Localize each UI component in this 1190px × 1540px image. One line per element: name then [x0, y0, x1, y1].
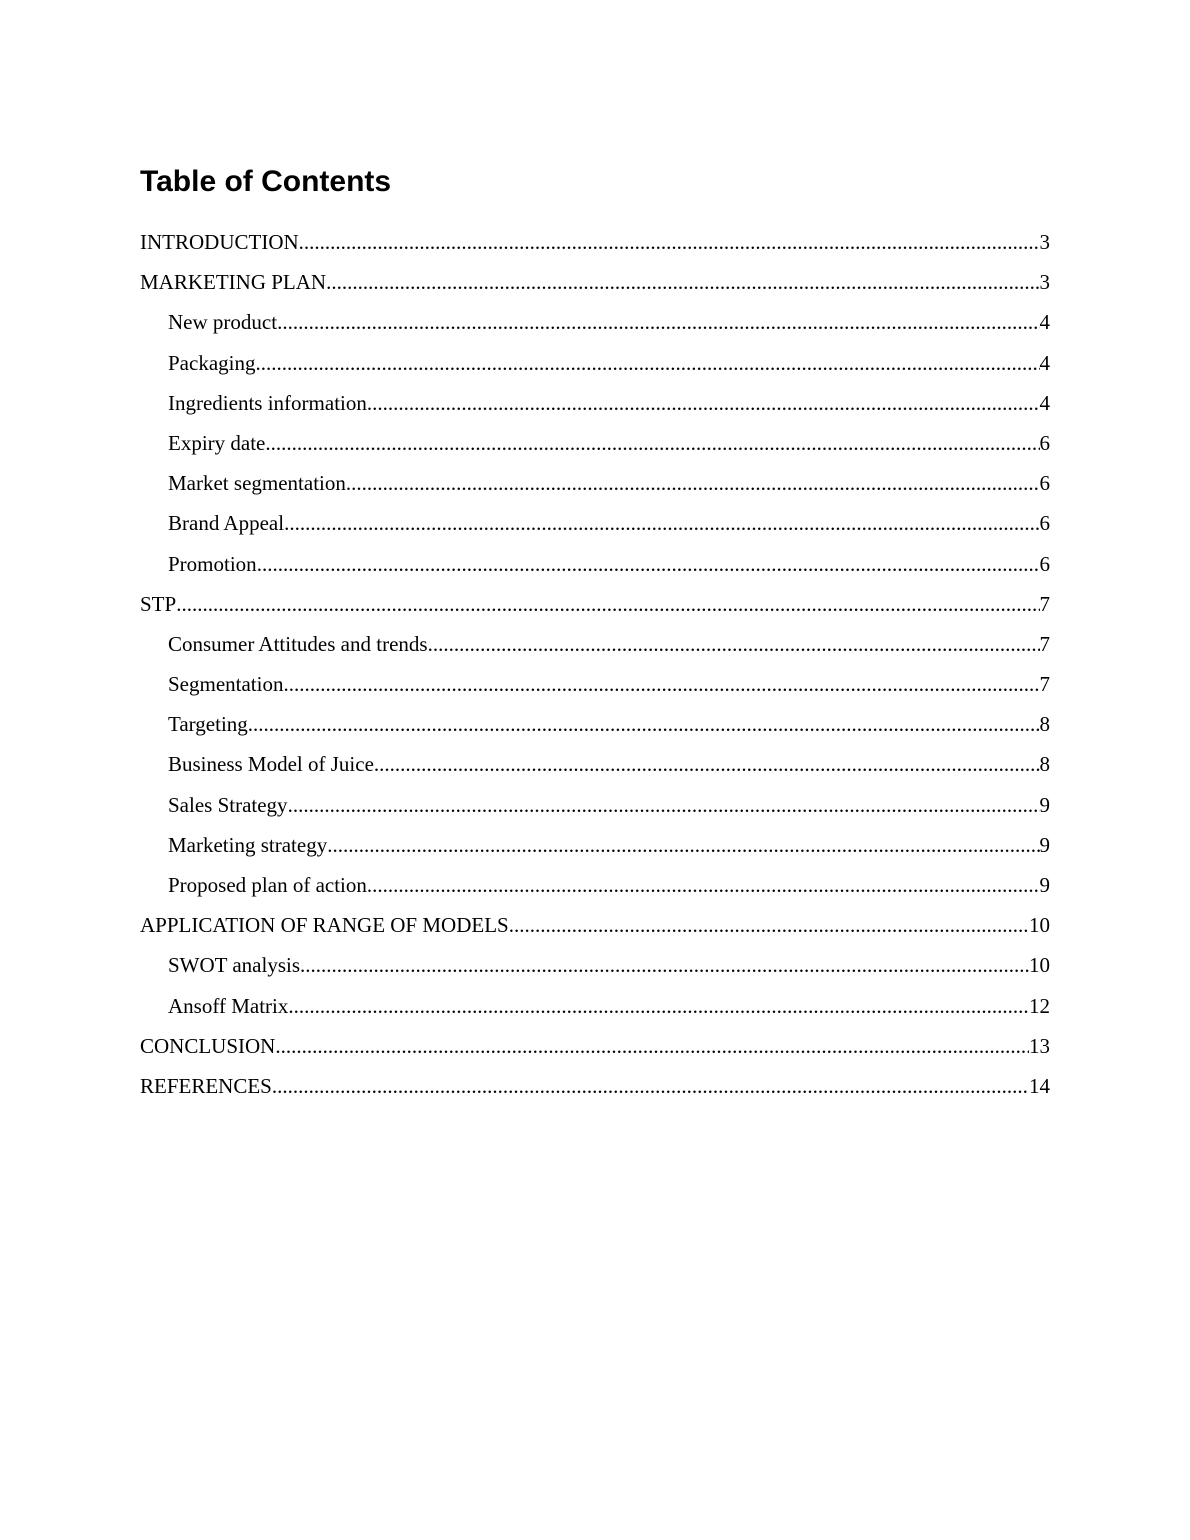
toc-entry[interactable]: [140, 427, 1050, 467]
toc-dot-leader: [374, 748, 1040, 780]
toc-entry[interactable]: [140, 789, 1050, 829]
toc-entry-label: Promotion: [168, 551, 257, 576]
toc-entry-page-number: 6: [1039, 430, 1050, 455]
toc-entry-label: Targeting: [168, 712, 248, 737]
toc-entry[interactable]: [140, 668, 1050, 708]
toc-dot-leader: [346, 467, 1040, 499]
toc-dot-leader: [326, 266, 1039, 298]
toc-entry-page-number: 7: [1039, 672, 1050, 697]
toc-entry-page-number: 7: [1039, 631, 1050, 656]
toc-entry[interactable]: [140, 1070, 1050, 1110]
toc-dot-leader: [367, 387, 1040, 419]
toc-entry-label: Market segmentation: [168, 471, 346, 496]
toc-dot-leader: [509, 909, 1029, 941]
toc-entry-page-number: 9: [1039, 832, 1050, 857]
toc-entry-page-number: 4: [1039, 350, 1050, 375]
toc-dot-leader: [176, 588, 1039, 620]
toc-entry-page-number: 6: [1039, 551, 1050, 576]
toc-dot-leader: [277, 306, 1039, 338]
toc-dot-leader: [428, 628, 1040, 660]
toc-entry-label: Packaging: [168, 350, 256, 375]
toc-entry[interactable]: [140, 909, 1050, 949]
toc-entry-label: Business Model of Juice: [168, 752, 374, 777]
toc-entry-label: APPLICATION OF RANGE OF MODELS: [140, 913, 509, 938]
toc-entry[interactable]: [140, 748, 1050, 788]
toc-dot-leader: [367, 869, 1040, 901]
toc-entry-label: Segmentation: [168, 672, 284, 697]
toc-entry[interactable]: [140, 226, 1050, 266]
toc-dot-leader: [288, 990, 1029, 1022]
toc-entry-page-number: 3: [1039, 270, 1050, 295]
toc-entry[interactable]: [140, 829, 1050, 869]
toc-dot-leader: [283, 668, 1039, 700]
toc-entry-label: REFERENCES: [140, 1073, 272, 1098]
toc-entry-page-number: 14: [1029, 1073, 1050, 1098]
toc-entry[interactable]: [140, 507, 1050, 547]
toc-dot-leader: [300, 949, 1029, 981]
toc-entry-label: Expiry date: [168, 430, 266, 455]
toc-dot-leader: [288, 789, 1040, 821]
toc-entry[interactable]: [140, 708, 1050, 748]
toc-dot-leader: [327, 829, 1039, 861]
toc-entry-page-number: 12: [1029, 993, 1050, 1018]
toc-dot-leader: [272, 1070, 1029, 1102]
toc-entry-page-number: 10: [1029, 953, 1050, 978]
toc-entry-page-number: 4: [1039, 310, 1050, 335]
toc-entry-label: INTRODUCTION: [140, 230, 299, 254]
toc-entry[interactable]: [140, 266, 1050, 306]
toc-entry-label: SWOT analysis: [168, 953, 301, 978]
toc-entry[interactable]: [140, 628, 1050, 668]
toc-entry[interactable]: [140, 1030, 1050, 1070]
toc-entry[interactable]: [140, 467, 1050, 507]
toc-entry-label: CONCLUSION: [140, 1033, 276, 1058]
toc-entry-page-number: 4: [1039, 390, 1050, 415]
toc-entry-label: Ansoff Matrix: [168, 993, 289, 1018]
toc-entry[interactable]: [140, 869, 1050, 909]
toc-title: Table of Contents: [140, 165, 392, 198]
toc-entry[interactable]: [140, 548, 1050, 588]
toc-entry-label: Proposed plan of action: [168, 873, 367, 897]
toc-entry-page-number: 13: [1029, 1033, 1050, 1058]
toc-dot-leader: [265, 427, 1039, 459]
toc-entry-page-number: 6: [1039, 471, 1050, 496]
toc-entry[interactable]: [140, 306, 1050, 346]
toc-entry-label: Brand Appeal: [168, 511, 285, 536]
toc-entry-label: MARKETING PLAN: [140, 270, 327, 295]
toc-entry-label: Marketing strategy: [168, 832, 328, 857]
toc-entry[interactable]: [140, 949, 1050, 989]
toc-dot-leader: [248, 708, 1040, 740]
toc-entry-label: New product: [168, 310, 278, 335]
toc-entry-page-number: 8: [1039, 712, 1050, 737]
toc-entry-page-number: 7: [1039, 591, 1050, 616]
toc-entry-label: STP: [140, 591, 177, 616]
toc-list: [140, 226, 1050, 1110]
toc-dot-leader: [275, 1030, 1029, 1062]
toc-entry-page-number: 9: [1039, 792, 1050, 817]
toc-entry[interactable]: [140, 387, 1050, 427]
toc-entry-page-number: 10: [1029, 913, 1050, 938]
toc-entry-label: Sales Strategy: [168, 792, 288, 817]
toc-entry-label: Consumer Attitudes and trends: [168, 631, 428, 656]
toc-entry[interactable]: [140, 347, 1050, 387]
toc-dot-leader: [284, 507, 1039, 539]
toc-entry[interactable]: [140, 990, 1050, 1030]
toc-entry-page-number: 3: [1039, 230, 1050, 254]
toc-entry-page-number: 6: [1039, 511, 1050, 536]
toc-dot-leader: [299, 226, 1040, 258]
toc-entry[interactable]: [140, 588, 1050, 628]
toc-entry-label: Ingredients information: [168, 390, 367, 415]
toc-entry-page-number: 9: [1039, 873, 1050, 897]
toc-entry-page-number: 8: [1039, 752, 1050, 777]
toc-dot-leader: [257, 548, 1040, 580]
toc-dot-leader: [255, 347, 1039, 379]
